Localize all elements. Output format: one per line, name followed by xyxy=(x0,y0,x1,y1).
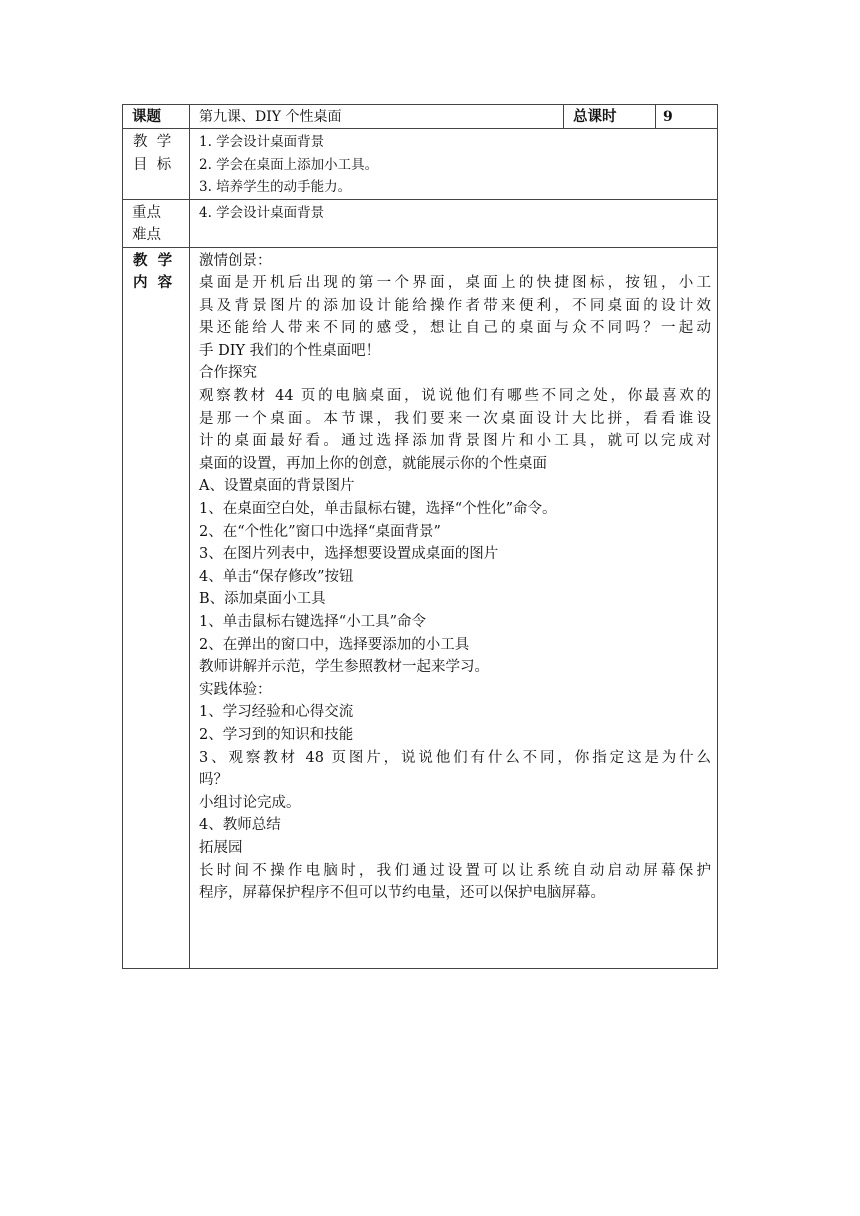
content-line: 具及背景图片的添加设计能给操作者带来便利，不同桌面的设计效 xyxy=(199,297,711,314)
goals-label-line: 教 学 xyxy=(133,134,172,150)
content-line: 桌面是开机后出现的第一个界面，桌面上的快捷图标，按钮，小工 xyxy=(199,275,711,292)
content-label xyxy=(123,247,190,968)
content-line: 程序，屏幕保护程序不但可以节约电量，还可以保护电脑屏幕。 xyxy=(199,885,605,902)
content-line: 计的桌面最好看。通过选择添加背景图片和小工具，就可以完成对 xyxy=(199,433,711,450)
content-line: 1、单击鼠标右键选择“小工具”命令 xyxy=(199,614,427,630)
key-points-label xyxy=(123,199,190,247)
goals-label-line: 目 标 xyxy=(133,156,172,173)
content-label-line: 教 学 xyxy=(133,252,173,269)
content-line: A、设置桌面的背景图片 xyxy=(199,478,355,495)
goal-item: 1. 学会设计桌面背景 xyxy=(199,134,325,150)
goals-row xyxy=(123,129,718,200)
content-line: 激情创景： xyxy=(199,252,272,269)
content-line: 观察教材 44 页的电脑桌面，说说他们有哪些不同之处，你最喜欢的 xyxy=(199,388,711,405)
lesson-plan-table xyxy=(122,104,718,969)
content-line: B、添加桌面小工具 xyxy=(199,591,326,608)
hours-label: 总课时 xyxy=(564,105,656,129)
content-line: 手 DIY 我们的个性桌面吧！ xyxy=(199,342,381,359)
content-line: 桌面的设置，再加上你的创意，就能展示你的个性桌面 xyxy=(199,455,547,472)
content-line: 2、学习到的知识和技能 xyxy=(199,726,354,743)
content-row xyxy=(123,247,718,968)
key-points-row xyxy=(123,199,718,247)
content-line: 3、在图片列表中，选择想要设置成桌面的图片 xyxy=(199,546,499,563)
goals-list xyxy=(190,129,718,200)
key-points-label-line: 重点 xyxy=(132,204,161,221)
content-line: 2、在“个性化”窗口中选择“桌面背景” xyxy=(199,523,441,540)
content-line: 拓展园 xyxy=(199,839,243,856)
content-line: 3、观察教材 48 页图片，说说他们有什么不同，你指定这是为什么 xyxy=(199,749,711,766)
content-line: 实践体验： xyxy=(199,681,272,698)
topic-value: 第九课、DIY 个性桌面 xyxy=(190,105,564,129)
goals-label xyxy=(123,129,190,200)
goal-item: 2. 学会在桌面上添加小工具。 xyxy=(199,156,379,173)
content-line: 教师讲解并示范，学生参照教材一起来学习。 xyxy=(199,659,489,676)
content-line: 是那一个桌面。本节课，我们要来一次桌面设计大比拼，看看谁设 xyxy=(199,410,711,427)
content-line: 1、在桌面空白处，单击鼠标右键，选择“个性化”命令。 xyxy=(199,501,557,518)
hours-value: 9 xyxy=(656,105,718,129)
content-line: 4、单击“保存修改”按钮 xyxy=(199,568,354,585)
content-line: 1、学习经验和心得交流 xyxy=(199,704,354,721)
content-line: 吗？ xyxy=(199,772,228,789)
key-points-label-line: 难点 xyxy=(132,227,161,243)
content-line: 2、在弹出的窗口中，选择要添加的小工具 xyxy=(199,636,470,653)
content-label-line: 内 容 xyxy=(133,275,173,291)
topic-label: 课题 xyxy=(123,105,190,129)
content-line: 4、教师总结 xyxy=(199,817,281,834)
header-row xyxy=(123,105,718,129)
key-points-list xyxy=(190,199,718,247)
content-line: 长时间不操作电脑时，我们通过设置可以让系统自动启动屏幕保护 xyxy=(199,862,711,879)
content-line: 果还能给人带来不同的感受，想让自己的桌面与众不同吗？一起动 xyxy=(199,320,711,337)
content-line: 小组讨论完成。 xyxy=(199,794,301,811)
content-line: 合作探究 xyxy=(199,365,257,382)
content-body xyxy=(190,247,718,968)
key-point-item: 4. 学会设计桌面背景 xyxy=(199,204,325,221)
goal-item: 3. 培养学生的动手能力。 xyxy=(199,179,352,195)
